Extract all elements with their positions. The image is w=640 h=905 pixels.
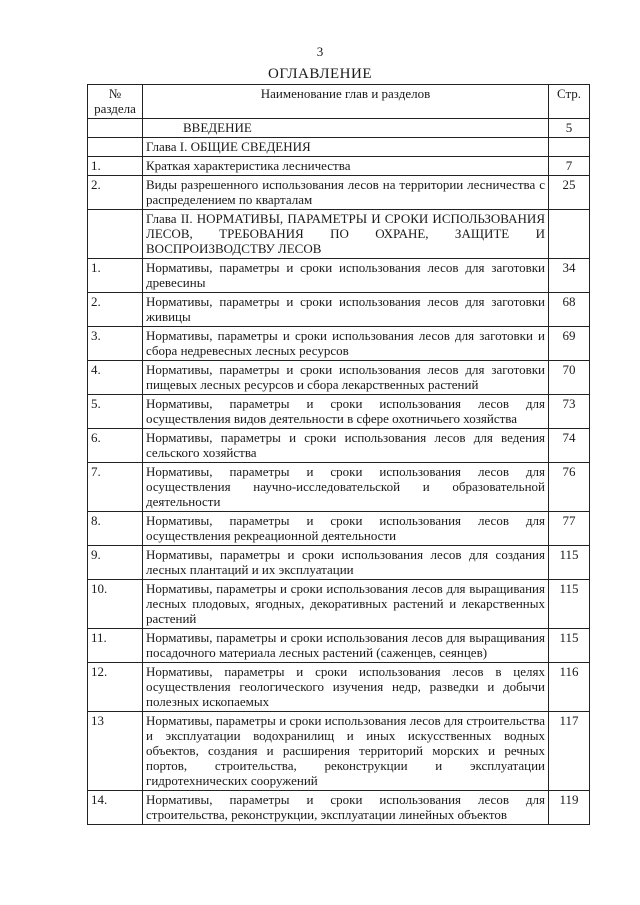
table-row <box>88 791 590 825</box>
table-row <box>88 429 590 463</box>
page-number-cell: 5 <box>549 119 590 138</box>
table-row <box>88 629 590 663</box>
table-row <box>88 157 590 176</box>
table-row <box>88 327 590 361</box>
table-row <box>88 293 590 327</box>
page-number-cell: 115 <box>549 580 590 629</box>
table-row <box>88 395 590 429</box>
section-number <box>88 138 143 157</box>
section-name: Виды разрешенного использования лесов на территории лесничества с распределением по кварталам <box>143 176 549 210</box>
table-row <box>88 176 590 210</box>
table-row <box>88 361 590 395</box>
section-name: Нормативы, параметры и сроки использования лесов для создания лесных плантаций и их эксплуатации <box>143 546 549 580</box>
section-number: 14. <box>88 791 143 825</box>
section-number: 13 <box>88 712 143 791</box>
table-row <box>88 580 590 629</box>
section-number: 5. <box>88 395 143 429</box>
page-number-cell: 77 <box>549 512 590 546</box>
section-name: Нормативы, параметры и сроки использования лесов для ведения сельского хозяйства <box>143 429 549 463</box>
section-number <box>88 210 143 259</box>
section-name: Нормативы, параметры и сроки использования лесов для выращивания лесных плодовых, ягодных, декоративных растений и лекарственных растений <box>143 580 549 629</box>
table-row <box>88 210 590 259</box>
page-number-cell: 25 <box>549 176 590 210</box>
table-row <box>88 663 590 712</box>
table-row <box>88 512 590 546</box>
table-row <box>88 259 590 293</box>
table-row <box>88 546 590 580</box>
page-number-cell: 7 <box>549 157 590 176</box>
header-section-number: № раздела <box>88 85 143 119</box>
section-name: Нормативы, параметры и сроки использования лесов для осуществления научно-исследовательской и образовательной деятельности <box>143 463 549 512</box>
section-number: 1. <box>88 259 143 293</box>
section-number: 2. <box>88 176 143 210</box>
table-row <box>88 712 590 791</box>
section-name: Нормативы, параметры и сроки использования лесов для заготовки древесины <box>143 259 549 293</box>
document-title: ОГЛАВЛЕНИЕ <box>268 66 372 82</box>
section-number: 6. <box>88 429 143 463</box>
table-body <box>88 119 590 825</box>
table-of-contents <box>87 84 590 825</box>
page-number: 3 <box>316 44 324 59</box>
table-row <box>88 119 590 138</box>
page-number-cell: 69 <box>549 327 590 361</box>
page-number-cell: 117 <box>549 712 590 791</box>
page-number-cell: 70 <box>549 361 590 395</box>
page-number-cell: 115 <box>549 546 590 580</box>
page-number-cell: 119 <box>549 791 590 825</box>
page-number-cell <box>549 138 590 157</box>
section-number: 4. <box>88 361 143 395</box>
page-number-cell: 74 <box>549 429 590 463</box>
page-number-cell: 68 <box>549 293 590 327</box>
section-number: 2. <box>88 293 143 327</box>
section-number: 10. <box>88 580 143 629</box>
section-name: Краткая характеристика лесничества <box>143 157 549 176</box>
section-number <box>88 119 143 138</box>
section-number: 12. <box>88 663 143 712</box>
section-number: 7. <box>88 463 143 512</box>
section-name: Глава II. НОРМАТИВЫ, ПАРАМЕТРЫ И СРОКИ ИСПОЛЬЗОВАНИЯ ЛЕСОВ, ТРЕБОВАНИЯ ПО ОХРАНЕ, ЗАЩИТЕ И ВОСПРОИЗВОДСТВУ ЛЕСОВ <box>143 210 549 259</box>
section-number: 9. <box>88 546 143 580</box>
page-number-cell: 115 <box>549 629 590 663</box>
section-name: ВВЕДЕНИЕ <box>143 119 549 138</box>
section-number: 3. <box>88 327 143 361</box>
section-name: Нормативы, параметры и сроки использования лесов для осуществления рекреационной деятельности <box>143 512 549 546</box>
header-section-name: Наименование глав и разделов <box>143 85 549 119</box>
section-name: Нормативы, параметры и сроки использования лесов для строительства, реконструкции, эксплуатации линейных объектов <box>143 791 549 825</box>
header-page: Стр. <box>549 85 590 119</box>
table-header-row <box>88 85 590 119</box>
section-name: Нормативы, параметры и сроки использования лесов в целях осуществления геологического изучения недр, разведки и добычи полезных ископаемых <box>143 663 549 712</box>
section-name: Глава I. ОБЩИЕ СВЕДЕНИЯ <box>143 138 549 157</box>
page-number-cell: 34 <box>549 259 590 293</box>
section-name: Нормативы, параметры и сроки использования лесов для заготовки пищевых лесных ресурсов и сбора лекарственных растений <box>143 361 549 395</box>
page-number-cell <box>549 210 590 259</box>
section-name: Нормативы, параметры и сроки использования лесов для строительства и эксплуатации водохранилищ и иных искусственных водных объектов, создания и расширения территорий морских и речных портов, строительства, реконструкции и эксплуатации гидротехнических сооружений <box>143 712 549 791</box>
page-number-cell: 76 <box>549 463 590 512</box>
section-name: Нормативы, параметры и сроки использования лесов для осуществления видов деятельности в сфере охотничьего хозяйства <box>143 395 549 429</box>
table-row <box>88 463 590 512</box>
section-number: 1. <box>88 157 143 176</box>
section-number: 8. <box>88 512 143 546</box>
table-row <box>88 138 590 157</box>
section-number: 11. <box>88 629 143 663</box>
section-name: Нормативы, параметры и сроки использования лесов для заготовки живицы <box>143 293 549 327</box>
section-name: Нормативы, параметры и сроки использования лесов для выращивания посадочного материала лесных растений (саженцев, сеянцев) <box>143 629 549 663</box>
page-number-cell: 73 <box>549 395 590 429</box>
section-name: Нормативы, параметры и сроки использования лесов для заготовки и сбора недревесных лесных ресурсов <box>143 327 549 361</box>
page-number-cell: 116 <box>549 663 590 712</box>
